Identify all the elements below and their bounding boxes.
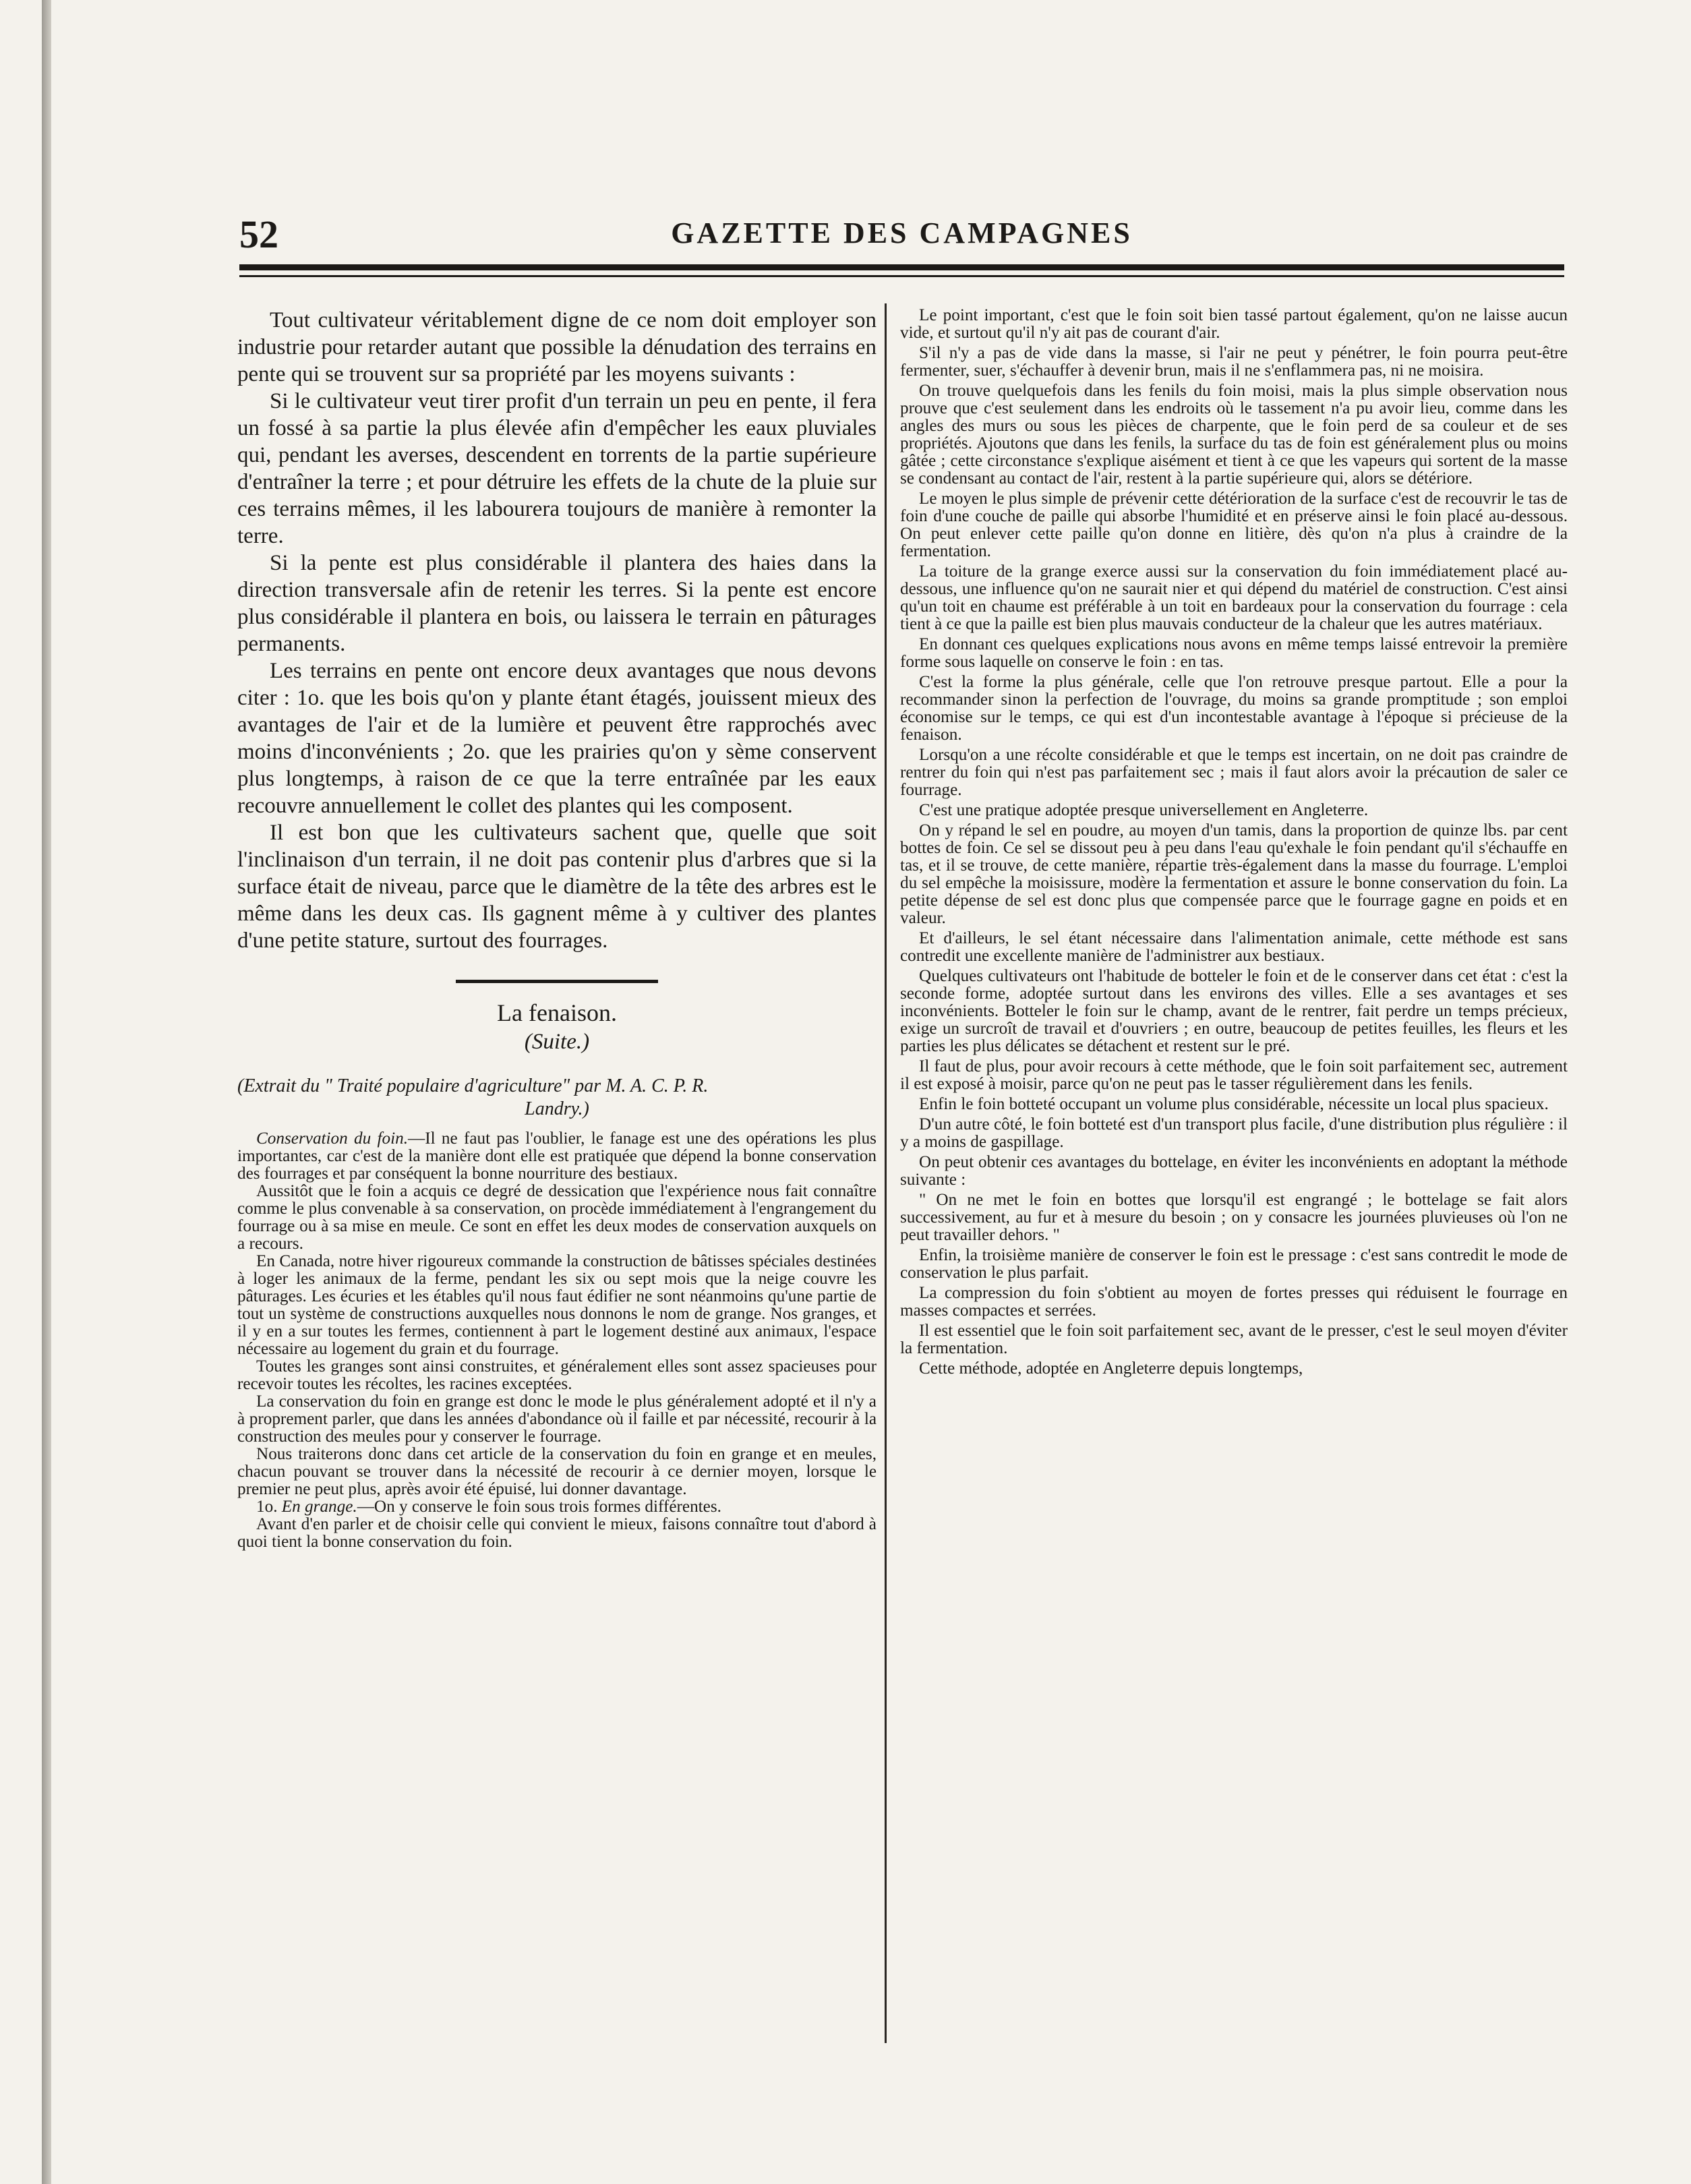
conservation-text: —Il ne faut pas l'oublier, le fanage est une des opérations les plus importantes, car c'est de la manière dont elle est pratiquée que dépend la bonne conservation des fourrages et par conséquent la bonne nourriture des bestiaux. bbox=[237, 1129, 877, 1183]
extract-author: Landry.) bbox=[525, 1098, 589, 1119]
left-column bbox=[237, 307, 877, 1551]
paragraph: Nous traiterons donc dans cet article de la conservation du foin en grange et en meules, chacun pouvant se trouver dans la nécessité de recourir à ce dernier moyen, lorsque le premier ne peut plus, après avoir été épuisé, lui donner davantage. bbox=[237, 1445, 877, 1498]
grange-text: —On y conserve le foin sous trois formes différentes. bbox=[357, 1498, 721, 1516]
header-rule-thin bbox=[239, 275, 1564, 277]
paragraph: Si la pente est plus considérable il plantera des haies dans la direction transversale afin de retenir les terres. Si la pente est encore plus considérable il plantera en bois, ou laissera le terrain en pâturages permanents. bbox=[237, 551, 877, 656]
paragraph: Lorsqu'on a une récolte considérable et que le temps est incertain, on ne doit pas craindre de rentrer du foin qui n'est pas parfaitement sec ; mais il faut alors avoir la précaution de saler ce fourrage. bbox=[900, 746, 1568, 799]
paragraph: Le moyen le plus simple de prévenir cette détérioration de la surface c'est de recouvrir le tas de foin d'une couche de paille qui absorbe l'humidité et en préserve ainsi le foin placé au-dessous. On peut enlever cette paille qu'on donne en litière, dès qu'on n'a plus à craindre de la fermentation. bbox=[900, 490, 1568, 560]
paragraph: Il est essentiel que le foin soit parfaitement sec, avant de le presser, c'est le seul moyen d'éviter la fermentation. bbox=[900, 1322, 1568, 1357]
page-edge-shadow bbox=[42, 0, 51, 2184]
paragraph: Si le cultivateur veut tirer profit d'un terrain un peu en pente, il fera un fossé à sa partie la plus élevée afin d'empêcher les eaux pluviales qui, pendant les averses, descendent en torrents de la partie supérieure d'entraîner la terre ; et pour détruire les effets de la chute de la pluie sur ces terrains mêmes, il les labourera toujours de manière à remonter la terre. bbox=[237, 389, 877, 548]
paragraph: Tout cultivateur véritablement digne de ce nom doit employer son industrie pour retarder autant que possible la dénudation des terrains en pente qui se trouvent sur sa propriété par les moyens suivants : bbox=[237, 308, 877, 386]
paragraph: On trouve quelquefois dans les fenils du foin moisi, mais la plus simple observation nous prouve que c'est seulement dans les endroits où le tassement n'a pu avoir lieu, comme dans les angles des murs ou sous les pièces de charpente, que le foin perd de sa couleur et de ses propriétés. Ajoutons que dans les fenils, la surface du tas de foin est généralement plus ou moins gâtée ; cette circonstance s'explique aisément et tient à ce que les vapeurs qui sortent de la masse se condensant au contact de l'air, restent à la partie supérieure qui, alors se détériore. bbox=[900, 382, 1568, 488]
paragraph: On peut obtenir ces avantages du bottelage, en éviter les inconvénients en adoptant la méthode suivante : bbox=[900, 1153, 1568, 1189]
extract-note bbox=[237, 1075, 877, 1121]
paragraph: Enfin le foin botteté occupant un volume plus considérable, nécessite un local plus spacieux. bbox=[919, 1095, 1549, 1113]
paragraph: Toutes les granges sont ainsi construites, et généralement elles sont assez spacieuses pour recevoir toutes les récoltes, les racines exceptées. bbox=[237, 1357, 877, 1393]
extract-line: (Extrait du " Traité populaire d'agriculture" par M. A. C. P. R. bbox=[237, 1075, 709, 1096]
paragraph: C'est la forme la plus générale, celle que l'on retrouve presque partout. Elle a pour la recommander sinon la perfection de l'ouvrage, du moins sa grande promptitude ; son emploi économise sur le temps, ce qui est d'un incontestable avantage à l'époque si précieuse de la fenaison. bbox=[900, 673, 1568, 744]
grange-number: 1o. bbox=[256, 1498, 278, 1516]
conservation-paragraph bbox=[237, 1130, 877, 1183]
paragraph: Il est bon que les cultivateurs sachent que, quelle que soit l'inclinaison d'un terrain, il ne doit pas contenir plus d'arbres que si la surface était de niveau, parce que le diamètre de la tête des arbres est le même dans les deux cas. Ils gagnent même à y cultiver des plantes d'une petite stature, surtout des fourrages. bbox=[237, 821, 877, 953]
paragraph: Quelques cultivateurs ont l'habitude de botteler le foin et de le conserver dans cet état : c'est la seconde forme, adoptée surtout dans les environs des villes. Elle a ses avantages et ses inconvénients. Botteler le foin sur le champ, avant de le rentrer, fait perdre un temps précieux, exige un surcroît de travail et d'ouvriers ; en outre, beaucoup de petites feuilles, les fleurs et les parties les plus délicates se détachent et restent sur le pré. bbox=[900, 967, 1568, 1055]
paragraph: Aussitôt que le foin a acquis ce degré de dessication que l'expérience nous fait connaître comme le plus convenable à sa conservation, on procède immédiatement à l'engrangement du fourrage ou à sa mise en meule. Ce sont en effet les deux modes de conservation auxquels on a recours. bbox=[237, 1182, 877, 1253]
paragraph: Et d'ailleurs, le sel étant nécessaire dans l'alimentation animale, cette méthode est sans contredit une excellente manière de l'administrer aux bestiaux. bbox=[900, 929, 1568, 965]
paragraph: Avant d'en parler et de choisir celle qui convient le mieux, faisons connaître tout d'abord à quoi tient la bonne conservation du foin. bbox=[237, 1515, 877, 1551]
grange-paragraph bbox=[237, 1498, 877, 1516]
paragraph: Il faut de plus, pour avoir recours à cette méthode, que le foin soit parfaitement sec, autrement il est exposé à moisir, parce qu'on ne peut pas le tasser régulièrement dans les fenils. bbox=[900, 1057, 1568, 1093]
grange-lead: En grange. bbox=[281, 1498, 357, 1516]
paragraph: Enfin, la troisième manière de conserver le foin est le pressage : c'est sans contredit le mode de conservation le plus parfait. bbox=[900, 1246, 1568, 1282]
section-rule bbox=[456, 980, 658, 983]
paragraph: La conservation du foin en grange est donc le mode le plus généralement adopté et il n'y a à proprement parler, que dans les années d'abondance où il faille et par nécessité, recourir à la construction des meules pour y conserver le fourrage. bbox=[237, 1392, 877, 1446]
paragraph: C'est une pratique adoptée presque universellement en Angleterre. bbox=[919, 801, 1369, 819]
journal-title: GAZETTE DES CAMPAGNES bbox=[671, 216, 1133, 249]
paragraph: D'un autre côté, le foin botteté est d'un transport plus facile, d'une distribution plus régulière : il y a moins de gaspillage. bbox=[900, 1115, 1568, 1151]
paragraph: En donnant ces quelques explications nous avons en même temps laissé entrevoir la première forme sous laquelle on conserve le foin : en tas. bbox=[900, 635, 1568, 671]
paragraph: La toiture de la grange exerce aussi sur la conservation du foin immédiatement placé au-dessous, une influence qu'on ne saurait nier et qui dépend du matériel de construction. C'est ainsi qu'un toit en chaume est préférable à un toit en bardeaux pour la conservation du fourrage : cela tient à ce que la paille est bien plus mauvais conducteur de la chaleur que les autres matériaux. bbox=[900, 562, 1568, 633]
paragraph: Cette méthode, adoptée en Angleterre depuis longtemps, bbox=[919, 1359, 1303, 1378]
header-rule-thick bbox=[239, 264, 1564, 270]
paragraph: S'il n'y a pas de vide dans la masse, si l'air ne peut y pénétrer, le foin pourra peut-être fermenter, suer, s'échauffer à devenir brun, mais il ne s'enflammera pas, ni ne moisira. bbox=[900, 344, 1568, 380]
section-suite: (Suite.) bbox=[524, 1030, 590, 1054]
page-header bbox=[239, 202, 1564, 263]
section-title: La fenaison. bbox=[497, 999, 617, 1026]
paragraph: Les terrains en pente ont encore deux avantages que nous devons citer : 1o. que les bois qu'on y plante étant étagés, jouissent mieux des avantages de l'air et de la lumière et peuvent être rapprochés avec moins d'inconvénients ; 2o. que les prairies qu'on y sème conservent plus longtemps, à raison de ce que la terre entraînée par les eaux recouvre annuellement le collet des plantes qui les composent. bbox=[237, 659, 877, 818]
paragraph: Le point important, c'est que le foin soit bien tassé partout également, qu'on ne laisse aucun vide, et surtout qu'il n'y ait pas de courant d'air. bbox=[900, 306, 1568, 342]
right-column bbox=[900, 307, 1568, 1380]
quoted-paragraph: " On ne met le foin en bottes que lorsqu'il est engrangé ; le bottelage se fait alors successivement, au fur et à mesure du besoin ; on y consacre les journées pluvieuses où l'on ne peut travailler dehors. " bbox=[900, 1191, 1568, 1244]
paragraph: La compression du foin s'obtient au moyen de fortes presses qui réduisent le fourrage en masses compactes et serrées. bbox=[900, 1284, 1568, 1320]
paragraph: En Canada, notre hiver rigoureux commande la construction de bâtisses spéciales destinées à loger les animaux de la ferme, pendant les six ou sept mois que la neige couvre les pâturages. Les écuries et les étables qu'il nous faut édifier ne sont néanmoins qu'une partie de tout un système de constructions auxquelles nous donnons le nom de grange. Nos granges, et il y en a sur toutes les fermes, contiennent à part le logement destiné aux animaux, l'espace nécessaire au logement du grain et du fourrage. bbox=[237, 1252, 877, 1358]
paragraph: On y répand le sel en poudre, au moyen d'un tamis, dans la proportion de quinze lbs. par cent bottes de foin. Ce sel se dissout peu à peu dans l'eau qu'exhale le foin pendant qu'il s'échauffe en tas, et il se trouve, de cette manière, répartie très-également dans la masse du fourrage. L'emploi du sel empêche la moisissure, modère la fermentation et assure le bonne conservation du foin. La petite dépense de sel est donc plus que compensée parce que le fourrage gagne en poids et en valeur. bbox=[900, 821, 1568, 927]
column-divider bbox=[885, 303, 887, 2043]
page-number: 52 bbox=[239, 212, 278, 256]
conservation-lead: Conservation du foin. bbox=[256, 1129, 408, 1148]
